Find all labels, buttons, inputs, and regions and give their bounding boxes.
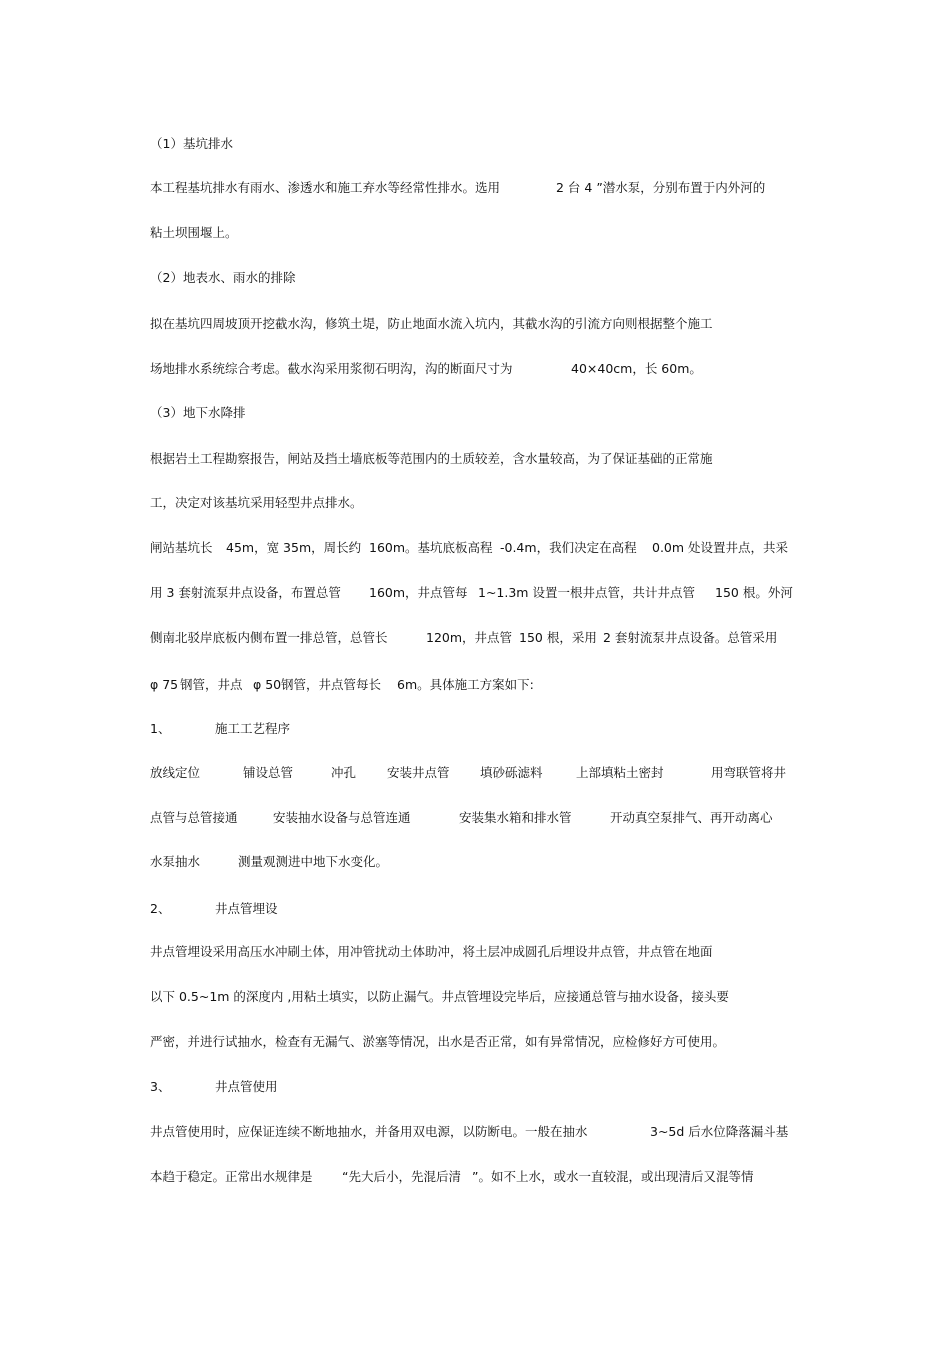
- text-segment: 用 3 套射流泵井点设备，布置总管: [150, 585, 341, 600]
- process-step: 填砂砾滤料: [480, 765, 543, 780]
- heading-text: （1）基坑排水: [150, 136, 233, 151]
- text-segment: 0.0m 处设置井点，共采: [652, 540, 789, 555]
- text-segment: 160m，井点管每: [369, 585, 468, 600]
- text-segment: 井点管使用时，应保证连续不断地抽水，并备用双电源，以防断电。一般在抽水: [150, 1124, 588, 1139]
- process-step: 上部填粘土密封: [576, 765, 664, 780]
- process-step: 冲孔: [331, 765, 357, 780]
- text-segment: 粘土坝围堰上。: [150, 225, 238, 240]
- process-step: 安装抽水设备与总管连通: [273, 810, 411, 825]
- text-segment: 钢管，井点: [180, 677, 243, 692]
- process-step: 测量观测进中地下水变化。: [238, 854, 389, 869]
- process-step: 点管与总管接通: [150, 810, 238, 825]
- text-segment: φ 75: [150, 677, 179, 692]
- process-step: 开动真空泵排气、再开动离心: [610, 810, 773, 825]
- text-segment: 45m，宽 35m，周长约: [226, 540, 362, 555]
- text-segment: 钢管，井点管每长: [281, 677, 382, 692]
- process-step: 放线定位: [150, 765, 201, 780]
- section-number: 2、: [150, 901, 171, 916]
- text-segment: 40×40cm，长 60m。: [571, 361, 702, 376]
- text-segment: 6m。具体施工方案如下:: [397, 677, 534, 692]
- section-number: 3、: [150, 1079, 171, 1094]
- heading-text: （2）地表水、雨水的排除: [150, 270, 296, 285]
- text-segment: 本工程基坑排水有雨水、渗透水和施工弃水等经常性排水。选用: [150, 180, 501, 195]
- section-title: 施工工艺程序: [215, 721, 291, 736]
- text-segment: φ 50: [253, 677, 282, 692]
- section-title: 井点管埋设: [215, 901, 278, 916]
- heading-text: （3）地下水降排: [150, 405, 246, 420]
- process-step: 水泵抽水: [150, 854, 201, 869]
- process-step: 铺设总管: [243, 765, 294, 780]
- text-segment: “先大后小，先混后清: [342, 1169, 461, 1184]
- process-step: 安装集水箱和排水管: [459, 810, 572, 825]
- text-segment: 闸站基坑长: [150, 540, 213, 555]
- section-title: 井点管使用: [215, 1079, 278, 1094]
- text-segment: 1~1.3m 设置一根井点管，共计井点管: [478, 585, 695, 600]
- text-segment: 3~5d 后水位降落漏斗基: [650, 1124, 789, 1139]
- text-segment: 以下 0.5~1m 的深度内 ,用粘土填实，以防止漏气。井点管埋设完毕后，应接通总管与抽水设备，接头要: [150, 989, 729, 1004]
- text-segment: 工，决定对该基坑采用轻型井点排水。: [150, 495, 363, 510]
- text-segment: 本趋于稳定。正常出水规律是: [150, 1169, 313, 1184]
- text-segment: ”。如不上水，或水一直较混，或出现清后又混等情: [472, 1169, 754, 1184]
- text-segment: 井点管埋设采用高压水冲刷土体，用冲管扰动土体助冲，将土层冲成圆孔后埋设井点管，井点管在地面: [150, 944, 713, 959]
- process-step: 安装井点管: [387, 765, 450, 780]
- text-segment: 拟在基坑四周坡顶开挖截水沟，修筑土堤，防止地面水流入坑内，其截水沟的引流方向则根据整个施工: [150, 316, 713, 331]
- text-segment: 150 根，采用: [519, 630, 597, 645]
- text-segment: 场地排水系统综合考虑。截水沟采用浆彻石明沟，沟的断面尺寸为: [150, 361, 513, 376]
- text-segment: 2 套射流泵井点设备。总管采用: [603, 630, 778, 645]
- process-step: 用弯联管将井: [711, 765, 787, 780]
- text-segment: 150 根。外河: [715, 585, 793, 600]
- text-segment: 严密，并进行试抽水，检查有无漏气、淤塞等情况，出水是否正常，如有异常情况，应检修好方可使用。: [150, 1034, 726, 1049]
- section-number: 1、: [150, 721, 171, 736]
- text-segment: 120m，井点管: [426, 630, 513, 645]
- text-segment: -0.4m，我们决定在高程: [500, 540, 637, 555]
- text-segment: 侧南北驳岸底板内侧布置一排总管，总管长: [150, 630, 388, 645]
- text-segment: 160m。基坑底板高程: [369, 540, 493, 555]
- text-segment: 根据岩土工程勘察报告，闸站及挡土墙底板等范围内的土质较差，含水量较高，为了保证基础的正常施: [150, 451, 713, 466]
- text-segment: 2 台 4 ”潜水泵，分别布置于内外河的: [556, 180, 766, 195]
